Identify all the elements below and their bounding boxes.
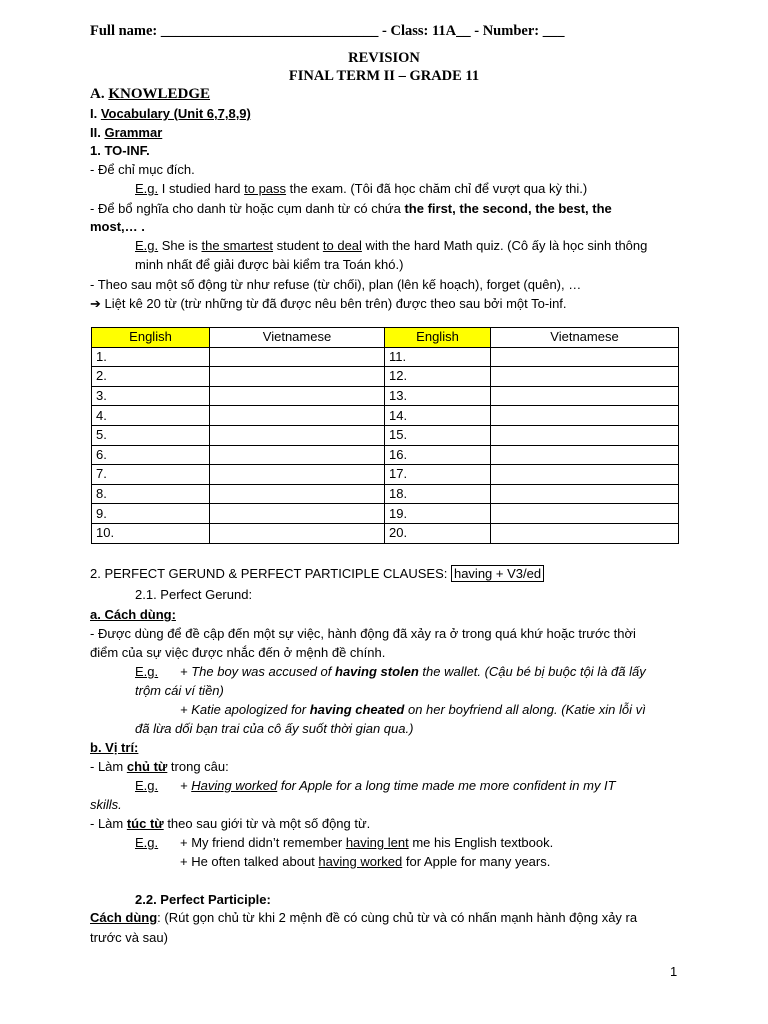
table-cell: 8. [92,484,210,504]
header-english-1: English [92,328,210,348]
table-cell: 7. [92,465,210,485]
table-cell: 20. [385,523,491,543]
table-cell[interactable] [491,425,679,445]
title-final-term: FINAL TERM II – GRADE 11 [288,68,480,84]
arrow-right-icon: ➔ [90,296,101,311]
table-cell[interactable] [210,523,385,543]
full-name-blank: ______________________________ [160,23,379,39]
to-inf-example-1: E.g. I studied hard to pass the exam. (Tôi đã học chăm chỉ để vượt qua kỳ thi.) [135,181,588,196]
example-2-cont: đã lừa dối bạn trai của cô ấy suốt thời gian qua.) [135,721,414,736]
table-cell: 3. [92,386,210,406]
vocab-table [91,327,679,544]
table-row [92,367,679,387]
example-4: E.g. + My friend didn’t remember having lent me his English textbook. [135,835,554,850]
participle-usage-cont: trước và sau) [90,930,168,945]
table-cell[interactable] [491,445,679,465]
table-cell[interactable] [210,445,385,465]
table-cell: 12. [385,367,491,387]
to-inf-list-instruction: ➔ Liệt kê 20 từ (trừ những từ đã được nêu bên trên) được theo sau bởi một To-inf. [90,296,567,311]
vocabulary-heading: I. Vocabulary (Unit 6,7,8,9) [90,106,251,121]
table-cell: 19. [385,504,491,524]
table-cell[interactable] [210,347,385,367]
table-cell[interactable] [210,425,385,445]
example-1-cont: trộm cái ví tiền) [135,683,224,698]
position-object: - Làm túc từ theo sau giới từ và một số động từ. [90,816,371,831]
table-row [92,465,679,485]
perfect-gerund-heading: 2. PERFECT GERUND & PERFECT PARTICIPLE CLAUSES: having + V3/ed [90,564,544,583]
table-cell: 13. [385,386,491,406]
participle-usage: Cách dùng: (Rút gọn chủ từ khi 2 mệnh đề có cùng chủ từ và có nhấn mạnh hành động xảy ra [90,910,638,925]
to-inf-use-3: - Theo sau một số động từ như refuse (từ chối), plan (lên kế hoạch), forget (quên), … [90,277,582,292]
table-cell: 1. [92,347,210,367]
table-row [92,484,679,504]
table-row [92,347,679,367]
student-info-line [90,22,564,41]
perfect-gerund-subheading: 2.1. Perfect Gerund: [135,587,253,602]
usage-line-2: điểm của sự việc được nhắc đến ở mệnh đề chính. [90,645,386,660]
header-english-2: English [385,328,491,348]
perfect-participle-subheading: 2.2. Perfect Participle: [135,892,271,907]
page-number: 1 [670,964,678,979]
table-cell[interactable] [491,523,679,543]
table-cell[interactable] [491,367,679,387]
example-5: + He often talked about having worked for Apple for many years. [180,854,551,869]
table-cell: 6. [92,445,210,465]
table-cell[interactable] [210,367,385,387]
table-cell[interactable] [210,484,385,504]
example-3-cont: skills. [90,797,122,812]
example-3: E.g. + Having worked for Apple for a long time made me more confident in my IT [135,778,616,793]
to-inf-use-2: - Để bổ nghĩa cho danh từ hoặc cụm danh từ có chứa the first, the second, the best, the [90,201,612,216]
table-cell: 16. [385,445,491,465]
table-cell[interactable] [210,504,385,524]
full-name-label: Full name: [90,23,158,39]
usage-heading: a. Cách dùng: [90,607,176,622]
table-cell: 15. [385,425,491,445]
table-cell: 18. [385,484,491,504]
table-row [92,386,679,406]
table-cell: 10. [92,523,210,543]
table-row [92,406,679,426]
position-subject: - Làm chủ từ trong câu: [90,759,229,774]
table-cell: 9. [92,504,210,524]
table-header-row [92,328,679,348]
table-cell[interactable] [491,504,679,524]
table-cell: 5. [92,425,210,445]
formula-box: having + V3/ed [451,565,544,582]
table-cell: 4. [92,406,210,426]
example-1: E.g. + The boy was accused of having stolen the wallet. (Cậu bé bị buộc tội là đã lấy [135,664,646,679]
table-cell[interactable] [491,484,679,504]
header-vietnamese-2: Vietnamese [491,328,679,348]
section-a-heading: A. KNOWLEDGE [90,86,211,102]
position-heading: b. Vị trí: [90,740,139,755]
table-cell: 14. [385,406,491,426]
to-inf-heading: 1. TO-INF. [90,143,150,158]
table-cell[interactable] [210,465,385,485]
grammar-heading: II. Grammar [90,125,163,140]
to-inf-use-2-cont: most,… . [90,219,145,234]
to-inf-use-1: - Để chỉ mục đích. [90,162,195,177]
table-row [92,504,679,524]
table-cell[interactable] [491,386,679,406]
table-row [92,523,679,543]
class-number-text: - Class: 11A__ - Number: ___ [382,23,565,39]
table-cell[interactable] [210,386,385,406]
table-cell[interactable] [491,465,679,485]
to-inf-example-2: E.g. She is the smartest student to deal with the hard Math quiz. (Cô ấy là học sinh thông [135,238,648,253]
table-row [92,445,679,465]
table-cell[interactable] [491,406,679,426]
title-revision: REVISION [348,50,420,66]
table-cell[interactable] [210,406,385,426]
table-cell: 2. [92,367,210,387]
table-cell: 11. [385,347,491,367]
table-cell[interactable] [491,347,679,367]
table-row [92,425,679,445]
usage-line-1: - Được dùng để đề cập đến một sự việc, hành động đã xảy ra ở trong quá khứ hoặc trước thời [90,626,636,641]
table-cell: 17. [385,465,491,485]
to-inf-example-2-cont: minh nhất để giải được bài kiểm tra Toán khó.) [135,257,404,272]
example-2: + Katie apologized for having cheated on her boyfriend all along. (Katie xin lỗi vì [180,702,646,717]
header-vietnamese-1: Vietnamese [210,328,385,348]
